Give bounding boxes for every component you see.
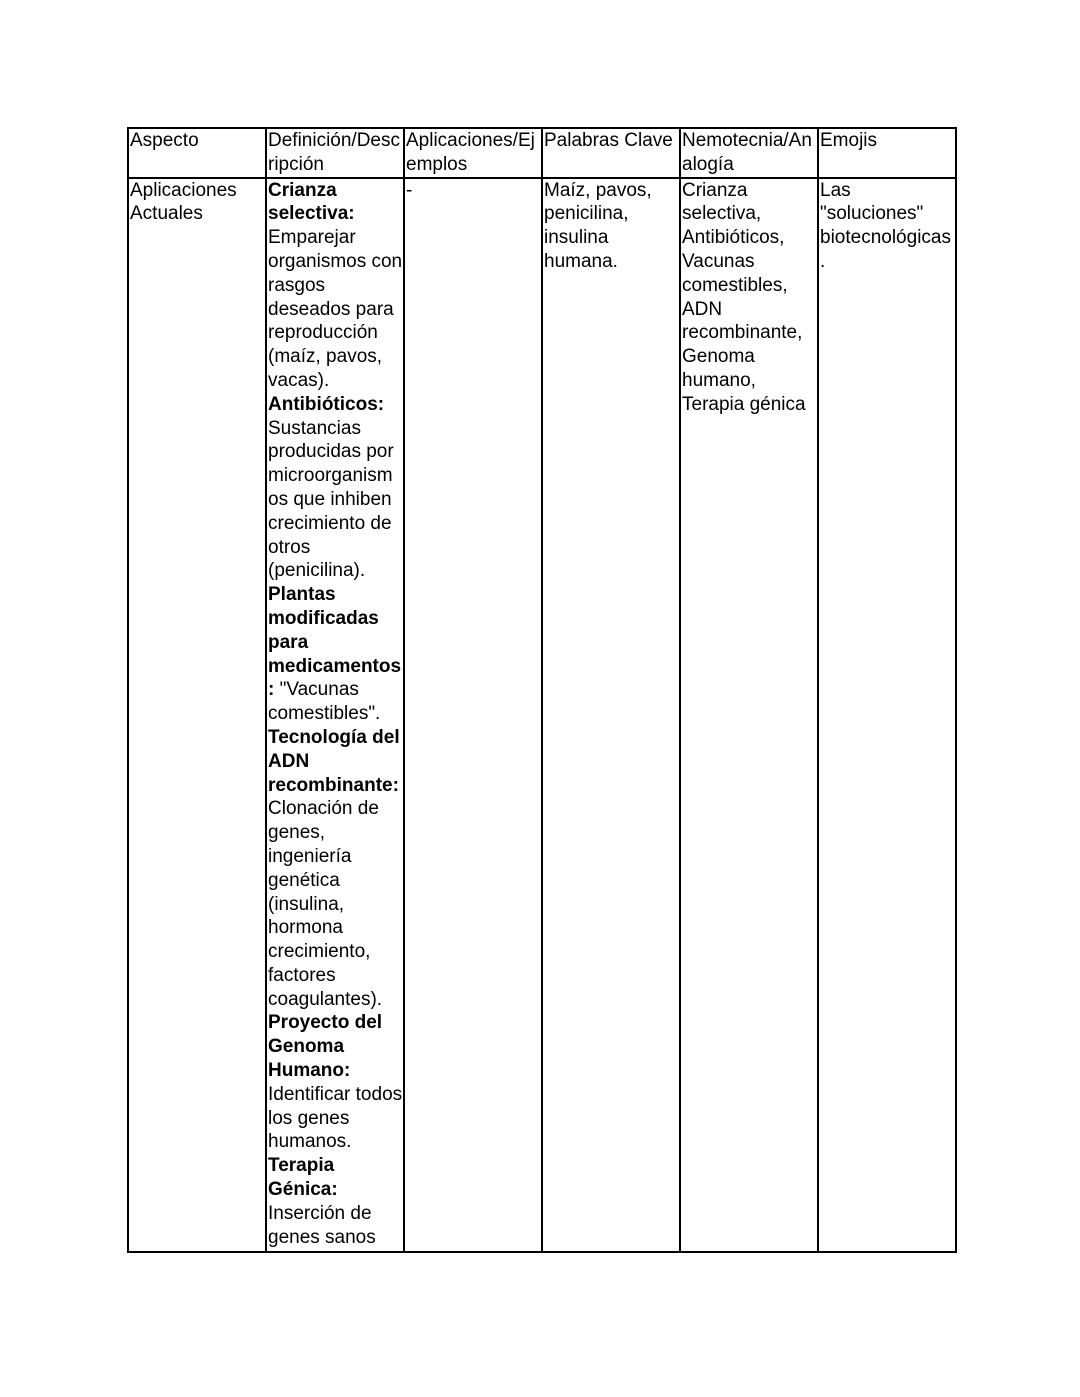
definition-entry (268, 583, 403, 726)
definition-entry (268, 726, 403, 1012)
definition-term: Tecnología del ADN recombinante: (268, 726, 400, 796)
definition-term: Crianza selectiva: (268, 179, 355, 225)
definition-text: Sustancias producidas por microorganismos que inhiben crecimiento de otros (penicilina). (268, 417, 394, 582)
definition-entry (268, 1011, 403, 1154)
cell-aspect: Aplicaciones Actuales (128, 178, 266, 1252)
cell-keywords: Maíz, pavos, penicilina, insulina humana. (542, 178, 680, 1252)
cell-emojis: Las "soluciones" biotecnológicas. (818, 178, 956, 1252)
definition-entry (268, 179, 403, 393)
header-mnemonic: Nemotecnia/Analogía (680, 128, 818, 178)
definition-entry (268, 1154, 403, 1249)
header-definition: Definición/Descripción (266, 128, 404, 178)
header-keywords: Palabras Clave (542, 128, 680, 178)
definition-text: Identificar todos los genes humanos. (268, 1083, 403, 1153)
definition-entry (268, 393, 403, 583)
header-applications: Aplicaciones/Ejemplos (404, 128, 542, 178)
notes-table (127, 127, 957, 1253)
cell-mnemonic: Crianza selectiva, Antibióticos, Vacunas comestibles, ADN recombinante, Genoma humano, Terapia génica (680, 178, 818, 1252)
definition-text: Emparejar organismos con rasgos deseados para reproducción (maíz, pavos, vacas). (268, 227, 403, 391)
header-aspect: Aspecto (128, 128, 266, 178)
cell-applications: - (404, 178, 542, 1252)
definition-text: "Vacunas comestibles". (268, 679, 381, 725)
cell-definition (266, 178, 404, 1252)
table-row (128, 178, 956, 1252)
definition-text: Inserción de genes sanos (268, 1202, 376, 1248)
header-row (128, 128, 956, 178)
definition-term: Proyecto del Genoma Humano: (268, 1012, 383, 1082)
definition-text: Clonación de genes, ingeniería genética (insulina, hormona crecimiento, factores coagulantes). (268, 798, 383, 1010)
definition-term: Terapia Génica: (268, 1155, 338, 1201)
definition-term: Antibióticos: (268, 393, 385, 415)
definition-term: Plantas modificadas para medicamentos: (268, 584, 402, 701)
header-emojis: Emojis (818, 128, 956, 178)
